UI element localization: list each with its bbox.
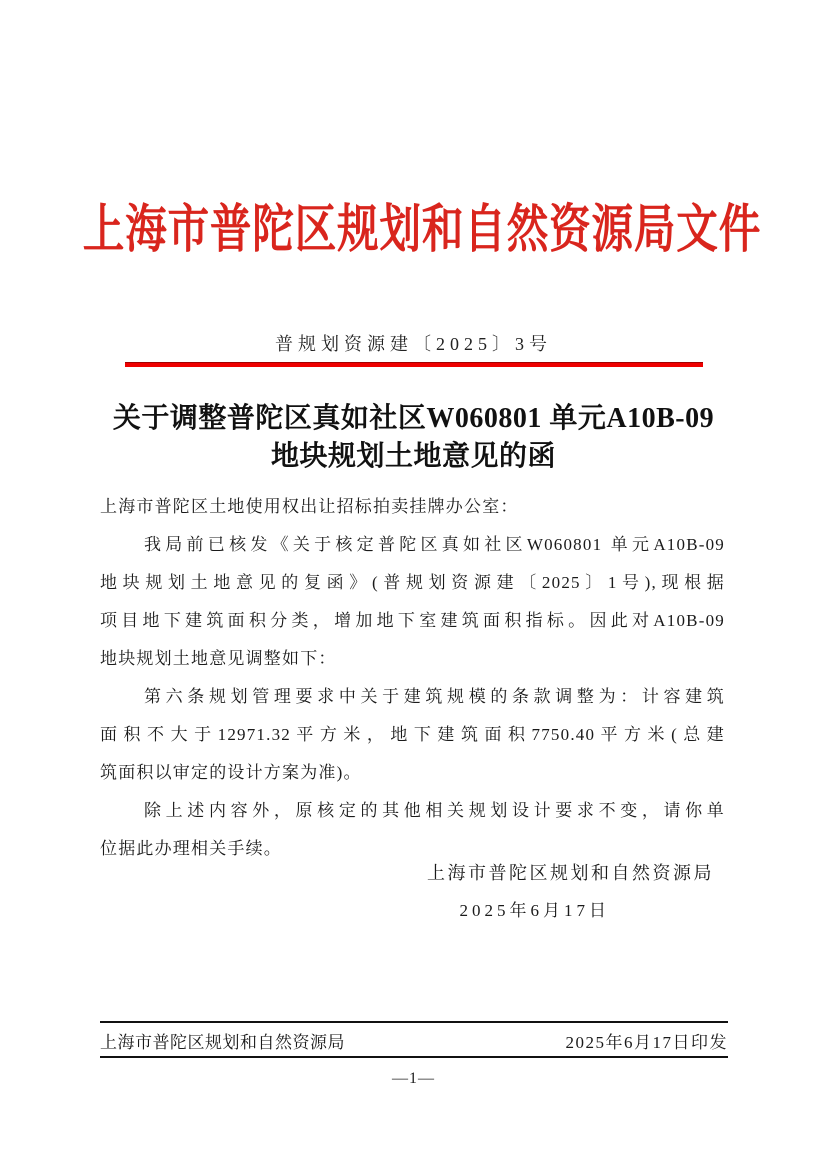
footer-print-date: 2025年6月17日印发	[565, 1032, 728, 1052]
signature-date: 2025年6月17日	[459, 901, 610, 920]
body-line: 我局前已核发《关于核定普陀区真如社区W060801 单元A10B-09	[144, 535, 725, 554]
document-title-line1: 关于调整普陀区真如社区W060801 单元A10B-09	[112, 403, 715, 434]
body-line: 第六条规划管理要求中关于建筑规模的条款调整为：计容建筑	[144, 687, 725, 706]
footer-top-rule	[100, 1021, 728, 1023]
body-line: 项目地下建筑面积分类，增加地下室建筑面积指标。因此对A10B-09	[100, 611, 725, 630]
red-divider-rule	[125, 362, 703, 367]
document-body	[100, 488, 725, 868]
document-number: 普规划资源建〔2025〕3号	[275, 334, 552, 354]
body-line: 除上述内容外，原核定的其他相关规划设计要求不变，请你单	[144, 801, 725, 820]
body-line: 地块规划土地意见的复函》(普规划资源建〔2025〕1号),现根据	[100, 573, 725, 592]
document-title	[0, 400, 827, 476]
recipient-line: 上海市普陀区土地使用权出让招标拍卖挂牌办公室：	[100, 497, 519, 516]
footer-issuer: 上海市普陀区规划和自然资源局	[100, 1032, 345, 1052]
footer-imprint	[100, 1024, 728, 1056]
body-line: 面积不大于12971.32平方米，地下建筑面积7750.40平方米(总建	[100, 725, 725, 744]
body-line: 位据此办理相关手续。	[100, 839, 282, 858]
footer-bottom-rule	[100, 1056, 728, 1058]
body-line: 地块规划土地意见调整如下：	[100, 649, 337, 668]
signature-organization: 上海市普陀区规划和自然资源局	[427, 863, 714, 883]
page-number: —1—	[392, 1070, 435, 1087]
letterhead-title: 上海市普陀区规划和自然资源局文件	[82, 202, 762, 259]
document-title-line2: 地块规划土地意见的函	[270, 441, 556, 472]
body-line: 筑面积以审定的设计方案为准)。	[100, 763, 362, 782]
